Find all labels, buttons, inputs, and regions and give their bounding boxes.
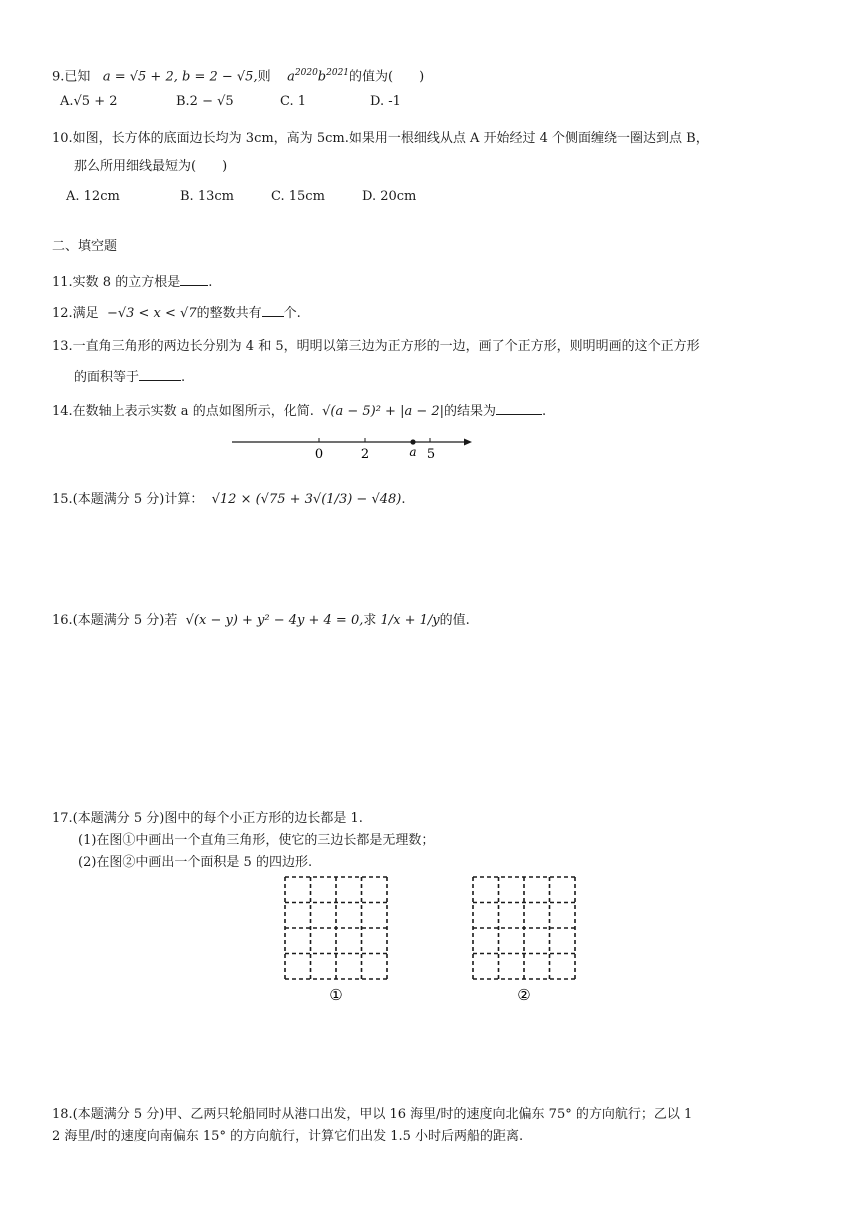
q9-option-d: D. -1 bbox=[370, 94, 401, 109]
q11-text: 11.实数 8 的立方根是 bbox=[52, 275, 181, 290]
q10-option-a: A. 12cm bbox=[66, 189, 120, 204]
grid-1-label: ① bbox=[329, 986, 343, 1004]
q14-expression: √(a − 5)² + |a − 2| bbox=[322, 404, 445, 419]
section-heading-fill-in: 二、填空题 bbox=[52, 239, 118, 254]
point-a-dot bbox=[410, 439, 415, 444]
question-15 bbox=[52, 488, 405, 512]
q17-line-3: (2)在图②中画出一个面积是 5 的四边形. bbox=[78, 855, 313, 870]
q17-line-1: 17.(本题满分 5 分)图中的每个小正方形的边长都是 1. bbox=[52, 811, 363, 826]
point-label-a: a bbox=[409, 445, 417, 459]
question-13-line-2 bbox=[74, 368, 185, 387]
q9-expression: a = √5 + 2, b = 2 − √5, bbox=[102, 69, 258, 85]
question-12 bbox=[52, 304, 301, 323]
q10-option-c: C. 15cm bbox=[271, 189, 325, 204]
q10-option-d: D. 20cm bbox=[362, 189, 417, 204]
q16-expression: √(x − y) + y² − 4y + 4 = 0, bbox=[185, 613, 364, 628]
q12-text: 12.满足 bbox=[52, 306, 99, 321]
q9-option-a: A.√5 + 2 bbox=[60, 94, 118, 109]
number-line-figure bbox=[228, 432, 478, 462]
q16-end: 的值. bbox=[439, 613, 470, 628]
question-11 bbox=[52, 273, 212, 292]
q18-line-2: 2 海里/时的速度向南偏东 15° 的方向航行，计算它们出发 1.5 小时后两船的距离. bbox=[52, 1129, 524, 1144]
q9-suffix: 的值为( ) bbox=[349, 69, 425, 85]
question-9 bbox=[52, 64, 424, 86]
q9-number: 9. bbox=[52, 69, 65, 85]
q15-text: 15.(本题满分 5 分)计算： bbox=[52, 492, 204, 507]
grid-1-lines bbox=[285, 877, 387, 979]
q13-answer-blank[interactable] bbox=[139, 368, 181, 381]
q15-expression: √12 × (√75 + 3√(1/3) − √48) bbox=[211, 492, 402, 507]
q9-power-a: a bbox=[287, 69, 295, 85]
q14-end: . bbox=[542, 404, 547, 419]
q16-ask: 求 bbox=[363, 613, 377, 628]
q10-line-2: 那么所用细线最短为( ) bbox=[74, 159, 228, 174]
q9-option-c: C. 1 bbox=[280, 94, 307, 109]
tick-label-5: 5 bbox=[426, 447, 436, 462]
q18-line-1: 18.(本题满分 5 分)甲、乙两只轮船同时从港口出发，甲以 16 海里/时的速度向北偏东 75° 的方向航行；乙以 1 bbox=[52, 1107, 693, 1122]
q13-line-1: 13.一直角三角形的两边长分别为 4 和 5，明明以第三边为正方形的一边，画了个正方形，则明明画的这个正方形 bbox=[52, 339, 700, 354]
grid-figure-2[interactable] bbox=[468, 872, 584, 1004]
q16-expression-2: 1/x + 1/y bbox=[380, 613, 440, 628]
q14-text: 14.在数轴上表示实数 a 的点如图所示，化简. bbox=[52, 404, 314, 419]
q10-line-1: 10.如图，长方体的底面边长均为 3cm，高为 5cm.如果用一根细线从点 A 开始经过 4 个侧面缠绕一圈达到点 B， bbox=[52, 131, 709, 146]
q9-power-b: b bbox=[317, 69, 327, 85]
q13-line-2-text: 的面积等于 bbox=[74, 370, 140, 385]
q9-exponent-a: 2020 bbox=[294, 68, 318, 78]
q14-mid: 的结果为 bbox=[444, 404, 497, 419]
q10-option-b: B. 13cm bbox=[180, 189, 234, 204]
q12-end: 个. bbox=[283, 306, 301, 321]
grid-2-lines bbox=[473, 877, 575, 979]
question-14 bbox=[52, 402, 546, 421]
q13-end: . bbox=[181, 370, 186, 385]
q12-mid: 的整数共有 bbox=[196, 306, 262, 321]
grid-2-label: ② bbox=[517, 986, 531, 1004]
q9-exponent-b: 2021 bbox=[326, 68, 350, 78]
q9-then: 则 bbox=[257, 69, 271, 85]
q12-expression: −√3 < x < √7 bbox=[106, 306, 197, 321]
tick-label-0: 0 bbox=[314, 447, 324, 462]
q11-end: . bbox=[208, 275, 213, 290]
q17-line-2: (1)在图①中画出一个直角三角形，使它的三边长都是无理数； bbox=[78, 833, 435, 848]
number-line-arrow bbox=[464, 439, 472, 446]
q14-answer-blank[interactable] bbox=[496, 402, 542, 415]
q9-prefix: 已知 bbox=[64, 69, 91, 85]
grid-figure-1[interactable] bbox=[280, 872, 396, 1004]
tick-label-2: 2 bbox=[360, 447, 370, 462]
q11-answer-blank[interactable] bbox=[180, 273, 208, 286]
question-16 bbox=[52, 610, 470, 632]
q12-answer-blank[interactable] bbox=[262, 304, 284, 317]
q15-end: . bbox=[401, 492, 406, 507]
q16-text: 16.(本题满分 5 分)若 bbox=[52, 613, 178, 628]
q9-option-b: B.2 − √5 bbox=[176, 94, 234, 109]
